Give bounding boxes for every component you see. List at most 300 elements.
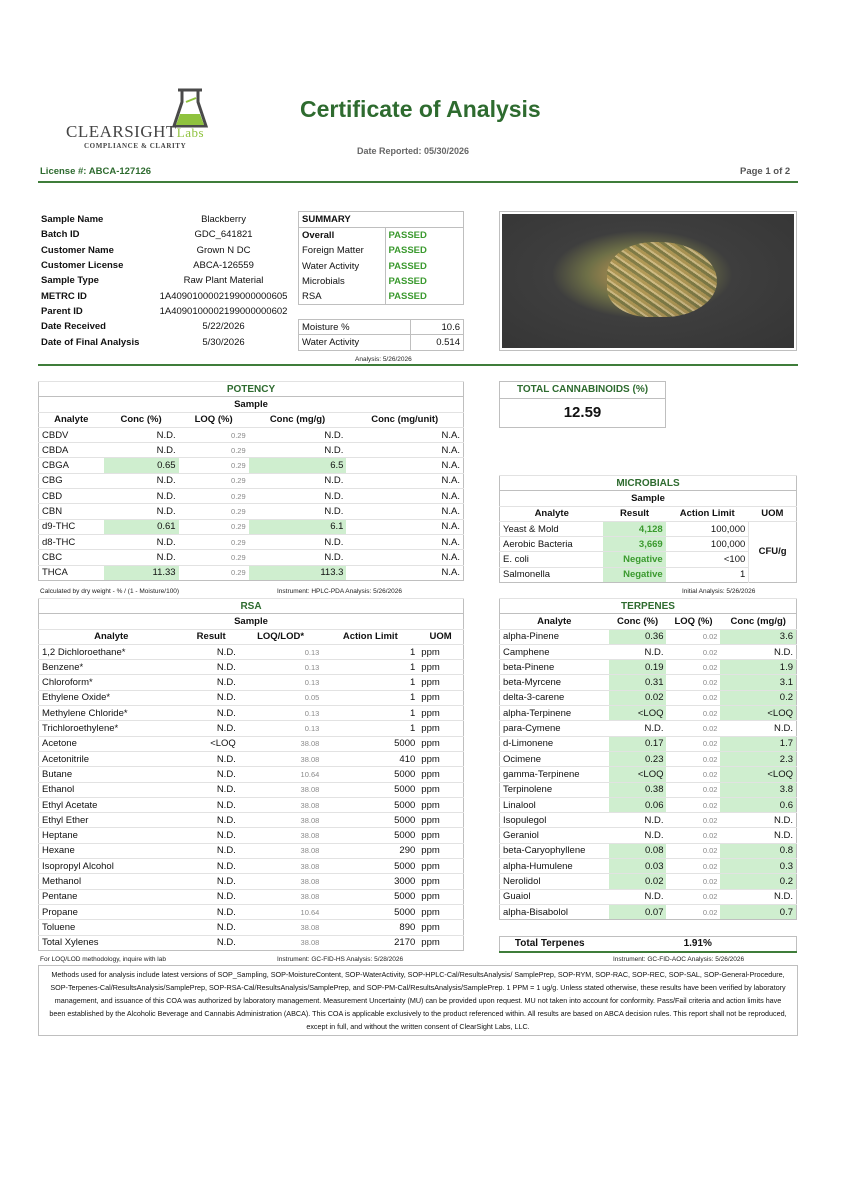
summary-analysis-date: Analysis: 5/26/2026 xyxy=(355,356,412,363)
table-row xyxy=(39,644,464,659)
conc-mg-unit: N.A. xyxy=(346,519,463,534)
conc-mg-g: 3.8 xyxy=(720,782,796,797)
uom-value: ppm xyxy=(418,675,463,690)
table-row xyxy=(39,736,464,751)
loq-value: 0.29 xyxy=(179,565,249,580)
total-cannabinoids-title: TOTAL CANNABINOIDS (%) xyxy=(500,382,665,399)
result-value: 3,669 xyxy=(603,537,665,552)
conc-percent: 0.07 xyxy=(609,904,667,919)
column-header: Analyte xyxy=(39,412,104,427)
lab-name: CLEARSIGHT xyxy=(66,122,177,141)
action-limit: 5000 xyxy=(322,889,418,904)
loq-value: 0.29 xyxy=(179,519,249,534)
analyte-name: 1,2 Dichloroethane* xyxy=(39,644,184,659)
moisture-table xyxy=(298,319,464,351)
lab-suffix: Labs xyxy=(176,125,205,140)
conc-mg-g: 0.2 xyxy=(720,874,796,889)
total-terpenes xyxy=(499,936,797,953)
action-limit: 5000 xyxy=(322,904,418,919)
analyte-name: THCA xyxy=(39,565,104,580)
loq-value: 0.02 xyxy=(666,629,720,644)
conc-mg-g: N.D. xyxy=(249,443,347,458)
table-row xyxy=(500,521,797,536)
analyte-name: Geraniol xyxy=(500,828,609,843)
analyte-name: alpha-Terpinene xyxy=(500,706,609,721)
loq-value: 0.02 xyxy=(666,675,720,690)
sample-info-label: Customer Name xyxy=(41,244,114,256)
loq-value: 0.13 xyxy=(239,706,323,721)
analyte-name: Ethyl Ether xyxy=(39,813,184,828)
sample-info-value: Raw Plant Material xyxy=(183,275,264,287)
table-row xyxy=(39,660,464,675)
analyte-name: d9-THC xyxy=(39,519,104,534)
conc-percent: N.D. xyxy=(104,504,179,519)
sample-info-label: Date of Final Analysis xyxy=(41,336,140,348)
conc-percent: 0.02 xyxy=(609,874,667,889)
conc-mg-g: <LOQ xyxy=(720,706,796,721)
result-value: N.D. xyxy=(184,644,239,659)
uom-value: ppm xyxy=(418,889,463,904)
table-row xyxy=(39,721,464,736)
action-limit: 1 xyxy=(666,567,749,582)
loq-value: 10.64 xyxy=(239,904,323,919)
table-row xyxy=(39,565,464,580)
table-row xyxy=(39,874,464,889)
conc-percent: 0.38 xyxy=(609,782,667,797)
summary-status: PASSED xyxy=(388,276,427,288)
table-row xyxy=(39,813,464,828)
table-row xyxy=(500,721,797,736)
result-value: Negative xyxy=(603,567,665,582)
loq-value: 0.29 xyxy=(179,473,249,488)
rsa-sample-label: Sample xyxy=(39,614,464,629)
uom-value: ppm xyxy=(418,706,463,721)
loq-value: 38.08 xyxy=(239,782,323,797)
page-title: Certificate of Analysis xyxy=(300,96,541,122)
loq-value: 0.13 xyxy=(239,644,323,659)
table-row xyxy=(500,843,797,858)
sample-info-row xyxy=(38,319,296,334)
result-value: N.D. xyxy=(184,935,239,950)
conc-percent: N.D. xyxy=(104,550,179,565)
total-terpenes-value: 1.91% xyxy=(683,938,712,950)
analyte-name: Butane xyxy=(39,767,184,782)
column-header: Analyte xyxy=(500,614,609,629)
summary-title: SUMMARY xyxy=(299,212,463,228)
total-cannabinoids-box xyxy=(499,381,666,428)
table-row xyxy=(500,797,797,812)
analyte-name: E. coli xyxy=(500,552,604,567)
table-row xyxy=(39,489,464,504)
analyte-name: Ocimene xyxy=(500,751,609,766)
table-row xyxy=(39,843,464,858)
loq-value: 0.02 xyxy=(666,813,720,828)
analyte-name: CBGA xyxy=(39,458,104,473)
conc-percent: N.D. xyxy=(609,889,667,904)
result-value: <LOQ xyxy=(184,736,239,751)
sample-info-table xyxy=(38,212,296,350)
action-limit: 1 xyxy=(322,706,418,721)
conc-mg-unit: N.A. xyxy=(346,534,463,549)
table-row xyxy=(39,797,464,812)
conc-mg-g: 0.2 xyxy=(720,690,796,705)
loq-value: 0.02 xyxy=(666,660,720,675)
table-row xyxy=(39,889,464,904)
analyte-name: CBDA xyxy=(39,443,104,458)
analyte-name: Aerobic Bacteria xyxy=(500,537,604,552)
loq-value: 0.02 xyxy=(666,721,720,736)
potency-footnote: Calculated by dry weight - % / (1 - Moisture/100) xyxy=(40,588,180,595)
table-row xyxy=(500,904,797,919)
table-row xyxy=(39,690,464,705)
analyte-name: Total Xylenes xyxy=(39,935,184,950)
table-row xyxy=(500,644,797,659)
license-number: License #: ABCA-127126 xyxy=(40,166,152,177)
summary-status: PASSED xyxy=(388,230,427,242)
uom-value: ppm xyxy=(418,751,463,766)
summary-label: Overall xyxy=(299,228,385,243)
lab-logo xyxy=(62,86,222,152)
loq-value: 0.29 xyxy=(179,504,249,519)
conc-mg-g: 113.3 xyxy=(249,565,347,580)
terpenes-instrument: Instrument: GC-FID-AOC Analysis: 5/26/2026 xyxy=(613,956,745,963)
column-header: Action Limit xyxy=(322,629,418,644)
terpenes-title: TERPENES xyxy=(500,599,797,614)
conc-percent: N.D. xyxy=(104,427,179,442)
sample-info-value: 1A4090100002199000000605 xyxy=(159,290,288,302)
sample-info-value: Grown N DC xyxy=(196,244,251,256)
uom-value: ppm xyxy=(418,767,463,782)
uom-value: ppm xyxy=(418,721,463,736)
total-cannabinoids-value: 12.59 xyxy=(563,404,602,421)
sample-info-label: Sample Type xyxy=(41,275,99,287)
loq-value: 0.02 xyxy=(666,797,720,812)
analyte-name: Hexane xyxy=(39,843,184,858)
loq-value: 0.13 xyxy=(239,721,323,736)
action-limit: 410 xyxy=(322,751,418,766)
column-header: LOQ/LOD* xyxy=(239,629,323,644)
conc-percent: 0.31 xyxy=(609,675,667,690)
loq-value: 0.29 xyxy=(179,427,249,442)
action-limit: 1 xyxy=(322,721,418,736)
conc-percent: 0.08 xyxy=(609,843,667,858)
action-limit: 100,000 xyxy=(666,521,749,536)
page-number: Page 1 of 2 xyxy=(740,166,791,177)
analyte-name: Trichloroethylene* xyxy=(39,721,184,736)
table-row xyxy=(500,690,797,705)
lab-tagline: COMPLIANCE & CLARITY xyxy=(84,142,187,150)
loq-value: 0.29 xyxy=(179,534,249,549)
conc-mg-unit: N.A. xyxy=(346,458,463,473)
sample-info-value: ABCA-126559 xyxy=(193,260,254,272)
conc-percent: 0.36 xyxy=(609,629,667,644)
uom-value: ppm xyxy=(418,690,463,705)
conc-mg-g: 6.1 xyxy=(249,519,347,534)
column-header: Conc (mg/unit) xyxy=(346,412,463,427)
conc-mg-unit: N.A. xyxy=(346,427,463,442)
conc-mg-unit: N.A. xyxy=(346,473,463,488)
analyte-name: Ethyl Acetate xyxy=(39,797,184,812)
conc-percent: <LOQ xyxy=(609,706,667,721)
conc-mg-g: N.D. xyxy=(249,504,347,519)
conc-mg-unit: N.A. xyxy=(346,489,463,504)
column-header: UOM xyxy=(418,629,463,644)
loq-value: 38.08 xyxy=(239,935,323,950)
table-row xyxy=(39,675,464,690)
section-divider xyxy=(38,364,798,366)
conc-percent: 0.06 xyxy=(609,797,667,812)
action-limit: 5000 xyxy=(322,767,418,782)
result-value: 4,128 xyxy=(603,521,665,536)
loq-value: 0.05 xyxy=(239,690,323,705)
loq-value: 38.08 xyxy=(239,813,323,828)
table-row xyxy=(500,828,797,843)
loq-value: 0.13 xyxy=(239,675,323,690)
rsa-instrument: Instrument: GC-FID-HS Analysis: 5/28/2026 xyxy=(277,956,404,963)
loq-value: 0.29 xyxy=(179,443,249,458)
result-value: N.D. xyxy=(184,920,239,935)
conc-mg-g: N.D. xyxy=(249,489,347,504)
analyte-name: Toluene xyxy=(39,920,184,935)
action-limit: 1 xyxy=(322,660,418,675)
uom-value: ppm xyxy=(418,813,463,828)
conc-mg-unit: N.A. xyxy=(346,550,463,565)
sample-info-row xyxy=(38,212,296,227)
table-row xyxy=(500,736,797,751)
loq-value: 0.02 xyxy=(666,889,720,904)
result-value: N.D. xyxy=(184,813,239,828)
conc-mg-g: N.D. xyxy=(249,534,347,549)
analyte-name: gamma-Terpinene xyxy=(500,767,609,782)
result-value: N.D. xyxy=(184,828,239,843)
column-header: Conc (%) xyxy=(104,412,179,427)
potency-title: POTENCY xyxy=(39,382,464,397)
loq-value: 0.02 xyxy=(666,828,720,843)
sample-info-value: 1A4090100002199000000602 xyxy=(159,305,288,317)
loq-value: 0.02 xyxy=(666,859,720,874)
sample-info-row xyxy=(38,334,296,349)
summary-label: RSA xyxy=(299,289,385,304)
table-row xyxy=(500,813,797,828)
action-limit: 2170 xyxy=(322,935,418,950)
rsa-table xyxy=(38,598,464,951)
uom-value: ppm xyxy=(418,874,463,889)
moisture-label: Moisture % xyxy=(302,321,350,333)
table-row xyxy=(39,904,464,919)
result-value: N.D. xyxy=(184,889,239,904)
table-row xyxy=(39,828,464,843)
conc-mg-g: 1.7 xyxy=(720,736,796,751)
action-limit: 5000 xyxy=(322,797,418,812)
uom-value: ppm xyxy=(418,920,463,935)
date-reported: Date Reported: 05/30/2026 xyxy=(357,146,470,156)
table-row xyxy=(500,706,797,721)
loq-value: 0.02 xyxy=(666,874,720,889)
loq-value: 38.08 xyxy=(239,736,323,751)
summary-box xyxy=(298,211,464,305)
result-value: N.D. xyxy=(184,706,239,721)
microbials-sample-label: Sample xyxy=(500,491,797,506)
summary-status: PASSED xyxy=(388,291,427,303)
sample-info-value: GDC_641821 xyxy=(194,229,253,241)
column-header: Conc (%) xyxy=(609,614,667,629)
potency-instrument: Instrument: HPLC-PDA Analysis: 5/26/2026 xyxy=(277,588,403,595)
table-row xyxy=(500,859,797,874)
sample-info-row xyxy=(38,304,296,319)
analyte-name: CBD xyxy=(39,489,104,504)
sample-info-label: Date Received xyxy=(41,321,106,333)
conc-percent: N.D. xyxy=(104,443,179,458)
conc-percent: N.D. xyxy=(609,813,667,828)
action-limit: 5000 xyxy=(322,736,418,751)
result-value: N.D. xyxy=(184,690,239,705)
loq-value: 0.02 xyxy=(666,904,720,919)
result-value: N.D. xyxy=(184,660,239,675)
loq-value: 10.64 xyxy=(239,767,323,782)
loq-value: 0.02 xyxy=(666,706,720,721)
result-value: N.D. xyxy=(184,904,239,919)
water-activity-label: Water Activity xyxy=(302,336,360,348)
analyte-name: Chloroform* xyxy=(39,675,184,690)
analyte-name: Ethanol xyxy=(39,782,184,797)
loq-value: 38.08 xyxy=(239,843,323,858)
loq-value: 0.02 xyxy=(666,843,720,858)
sample-info-label: Batch ID xyxy=(41,229,80,241)
conc-mg-g: N.D. xyxy=(720,644,796,659)
conc-percent: 0.19 xyxy=(609,660,667,675)
conc-mg-g: 0.6 xyxy=(720,797,796,812)
sample-info-label: Sample Name xyxy=(41,214,104,226)
table-row xyxy=(500,660,797,675)
summary-status: PASSED xyxy=(388,260,427,272)
action-limit: 5000 xyxy=(322,859,418,874)
analyte-name: Propane xyxy=(39,904,184,919)
analyte-name: delta-3-carene xyxy=(500,690,609,705)
conc-percent: 0.03 xyxy=(609,859,667,874)
conc-percent: N.D. xyxy=(104,489,179,504)
uom-label: CFU/g xyxy=(749,521,797,582)
analyte-name: alpha-Pinene xyxy=(500,629,609,644)
conc-percent: 0.61 xyxy=(104,519,179,534)
table-row xyxy=(39,920,464,935)
table-row xyxy=(39,504,464,519)
summary-row xyxy=(299,228,463,243)
conc-mg-g: 6.5 xyxy=(249,458,347,473)
microbials-analysis: Initial Analysis: 5/26/2026 xyxy=(682,588,756,595)
loq-value: 0.02 xyxy=(666,690,720,705)
microbials-title: MICROBIALS xyxy=(500,476,797,491)
column-header: UOM xyxy=(749,506,797,521)
result-value: N.D. xyxy=(184,797,239,812)
table-row xyxy=(39,519,464,534)
table-row xyxy=(39,859,464,874)
analyte-name: d8-THC xyxy=(39,534,104,549)
column-header: Analyte xyxy=(500,506,604,521)
conc-mg-g: 1.9 xyxy=(720,660,796,675)
conc-mg-unit: N.A. xyxy=(346,565,463,580)
action-limit: 290 xyxy=(322,843,418,858)
conc-mg-g: 2.3 xyxy=(720,751,796,766)
moisture-value: 10.6 xyxy=(410,320,463,335)
table-row xyxy=(39,473,464,488)
uom-value: ppm xyxy=(418,935,463,950)
rsa-footnote: For LOQ/LOD methodology, inquire with lab xyxy=(40,956,166,963)
column-header: LOQ (%) xyxy=(179,412,249,427)
sample-info-row xyxy=(38,273,296,288)
column-header: LOQ (%) xyxy=(666,614,720,629)
analyte-name: Terpinolene xyxy=(500,782,609,797)
loq-value: 38.08 xyxy=(239,889,323,904)
uom-value: ppm xyxy=(418,782,463,797)
loq-value: 0.02 xyxy=(666,644,720,659)
analyte-name: Acetone xyxy=(39,736,184,751)
column-header: Result xyxy=(184,629,239,644)
conc-percent: 0.65 xyxy=(104,458,179,473)
uom-value: ppm xyxy=(418,859,463,874)
table-row xyxy=(39,550,464,565)
loq-value: 0.29 xyxy=(179,458,249,473)
summary-label: Foreign Matter xyxy=(299,243,385,258)
analyte-name: Isopropyl Alcohol xyxy=(39,859,184,874)
conc-percent: N.D. xyxy=(609,721,667,736)
result-value: N.D. xyxy=(184,782,239,797)
conc-mg-g: 3.1 xyxy=(720,675,796,690)
table-row xyxy=(39,935,464,950)
analyte-name: Salmonella xyxy=(500,567,604,582)
column-header: Result xyxy=(603,506,665,521)
summary-status: PASSED xyxy=(388,245,427,257)
loq-value: 0.02 xyxy=(666,736,720,751)
analyte-name: CBG xyxy=(39,473,104,488)
analyte-name: Methanol xyxy=(39,874,184,889)
analyte-name: Benzene* xyxy=(39,660,184,675)
analyte-name: Linalool xyxy=(500,797,609,812)
uom-value: ppm xyxy=(418,828,463,843)
analyte-name: d-Limonene xyxy=(500,736,609,751)
result-value: N.D. xyxy=(184,751,239,766)
conc-percent: 0.17 xyxy=(609,736,667,751)
table-row xyxy=(39,534,464,549)
potency-table xyxy=(38,381,464,581)
header-divider xyxy=(38,181,798,183)
table-row xyxy=(500,751,797,766)
summary-row xyxy=(299,289,463,304)
analyte-name: Yeast & Mold xyxy=(500,521,604,536)
result-value: N.D. xyxy=(184,767,239,782)
loq-value: 38.08 xyxy=(239,751,323,766)
conc-mg-g: 0.7 xyxy=(720,904,796,919)
analyte-name: Methylene Chloride* xyxy=(39,706,184,721)
sample-info-label: Parent ID xyxy=(41,305,83,317)
action-limit: 1 xyxy=(322,644,418,659)
uom-value: ppm xyxy=(418,904,463,919)
table-row xyxy=(39,706,464,721)
conc-mg-g: N.D. xyxy=(720,889,796,904)
conc-mg-g: 0.3 xyxy=(720,859,796,874)
analyte-name: Camphene xyxy=(500,644,609,659)
conc-percent: N.D. xyxy=(104,473,179,488)
analyte-name: CBC xyxy=(39,550,104,565)
conc-percent: 0.02 xyxy=(609,690,667,705)
conc-mg-g: N.D. xyxy=(249,427,347,442)
rsa-title: RSA xyxy=(39,599,464,614)
analyte-name: Ethylene Oxide* xyxy=(39,690,184,705)
conc-mg-g: N.D. xyxy=(249,473,347,488)
conc-percent: 11.33 xyxy=(104,565,179,580)
analyte-name: CBDV xyxy=(39,427,104,442)
loq-value: 38.08 xyxy=(239,859,323,874)
result-value: N.D. xyxy=(184,843,239,858)
